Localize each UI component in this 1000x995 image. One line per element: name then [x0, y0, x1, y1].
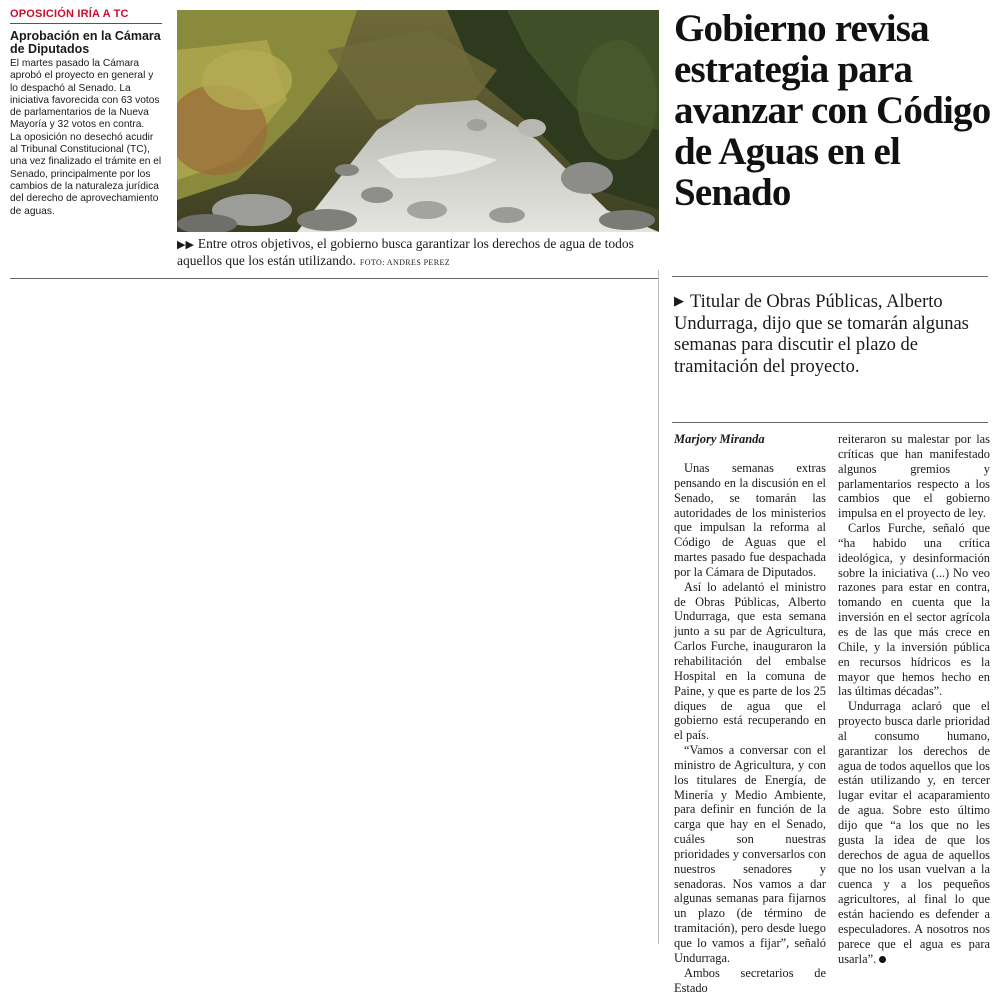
article-header	[668, 0, 992, 213]
deck-text: Titular de Obras Públicas, Alberto Undurraga, dijo que se tomarán algunas semanas para discutir el plazo de tramitación del proyecto.	[674, 292, 969, 377]
sidebar-paragraph: El martes pasado la Cámara aprobó el proyecto en general y lo despachó al Senado. La iniciativa favorecida con 63 votos de parlamentarios de la Nueva Mayoría y 32 votos en contra.	[10, 58, 160, 131]
end-mark-icon	[879, 956, 886, 963]
body-paragraph	[838, 699, 990, 966]
triangle-bullet-icon: ▶	[674, 293, 684, 308]
body-paragraph: Unas semanas extras pensando en la discusión en el Senado, se tomarán las autoridades de los ministerios que impulsan la reforma al Código de Aguas que el martes pasado fue despachada por la Cámara de Diputados.	[674, 461, 826, 579]
caption-text: Entre otros objetivos, el gobierno busca garantizar los derechos de agua de todos aquellos que los están utilizando.	[177, 236, 634, 268]
section-divider	[10, 278, 658, 279]
double-arrow-icon: ▶▶	[177, 239, 194, 251]
article-byline: Marjory Miranda	[674, 432, 765, 446]
body-paragraph: “Vamos a conversar con el ministro de Agricultura, y con los titulares de Energía, de Minería y Medio Ambiente, para definir en función de la carga que hay en el Senado, cuáles son nuestras prioridades y conversarlos con nuestros senadores y senadoras. Nos vamos a dar algunas semanas para fijarnos un plazo (de término de tramitación), pero desde luego que lo vamos a fijar”, señaló Undurraga.	[674, 743, 826, 965]
body-column-1	[674, 461, 826, 995]
body-paragraph: reiteraron su malestar por las críticas que han manifestado algunos gremios y parlamentarios respecto a los cambios que el gobierno impulsa en el proyecto de ley.	[838, 432, 990, 521]
river-photo	[177, 10, 659, 232]
body-paragraph: Ambos secretarios de Estado	[674, 965, 826, 995]
photo-credit: FOTO: ANDRES PEREZ	[359, 258, 451, 267]
sidebar-kicker: OPOSICIÓN IRÍA A TC	[10, 8, 129, 20]
article-headline: Gobierno revisa estrategia para avanzar con Código de Aguas en el Senado	[674, 7, 991, 214]
sidebar-headline: Aprobación en la Cámara de Diputados	[10, 29, 161, 56]
article-deck	[674, 290, 990, 378]
river-photo-illustration	[177, 10, 659, 232]
headline-divider	[672, 276, 988, 277]
sidebar-box	[10, 8, 162, 218]
body-column-2	[838, 432, 990, 966]
column-divider	[658, 270, 659, 944]
body-paragraph: Carlos Furche, señaló que “ha habido una crítica ideológica, y desinformación sobre la iniciativa (...) No veo razones para estar en contra, tomando en cuenta que la inversión en el sector agrícola es de las que más crece en Chile, y la inversión pública en recursos hídricos es la mayor que hemos hecho en las últimas décadas”.	[838, 521, 990, 699]
body-paragraph: Así lo adelantó el ministro de Obras Públicas, Alberto Undurraga, que esta semana junto a su par de Agricultura, Carlos Furche, inauguraron la rehabilitación del embalse Hospital en la comuna de Paine, y que es parte de los 25 diques de agua que el gobierno está recuperando en el país.	[674, 579, 826, 743]
body-paragraph-text: Undurraga aclaró que el proyecto busca darle prioridad al consumo humano, garantizar los derechos de agua de todos aquellos que los están utilizando y, en tercer lugar evitar el acaparamiento de agua. Sobre esto último dijo que “a los que no les gusta la idea de que los derechos de agua de aquellos que no los usan vuelvan a la cuenca y a los pequeños agricultores, al final lo que están haciendo es defender a especuladores. A nosotros nos parece que el agua es para usarla”.	[838, 699, 990, 966]
photo-caption	[177, 236, 659, 271]
kicker-divider	[10, 23, 162, 24]
deck-divider	[672, 422, 988, 423]
sidebar-paragraph: La oposición no desechó acudir al Tribunal Constitucional (TC), una vez finalizado el trámite en el Senado, principalmente por los cambios de la naturaleza jurídica del derecho de aprovechamiento de aguas.	[10, 131, 162, 217]
